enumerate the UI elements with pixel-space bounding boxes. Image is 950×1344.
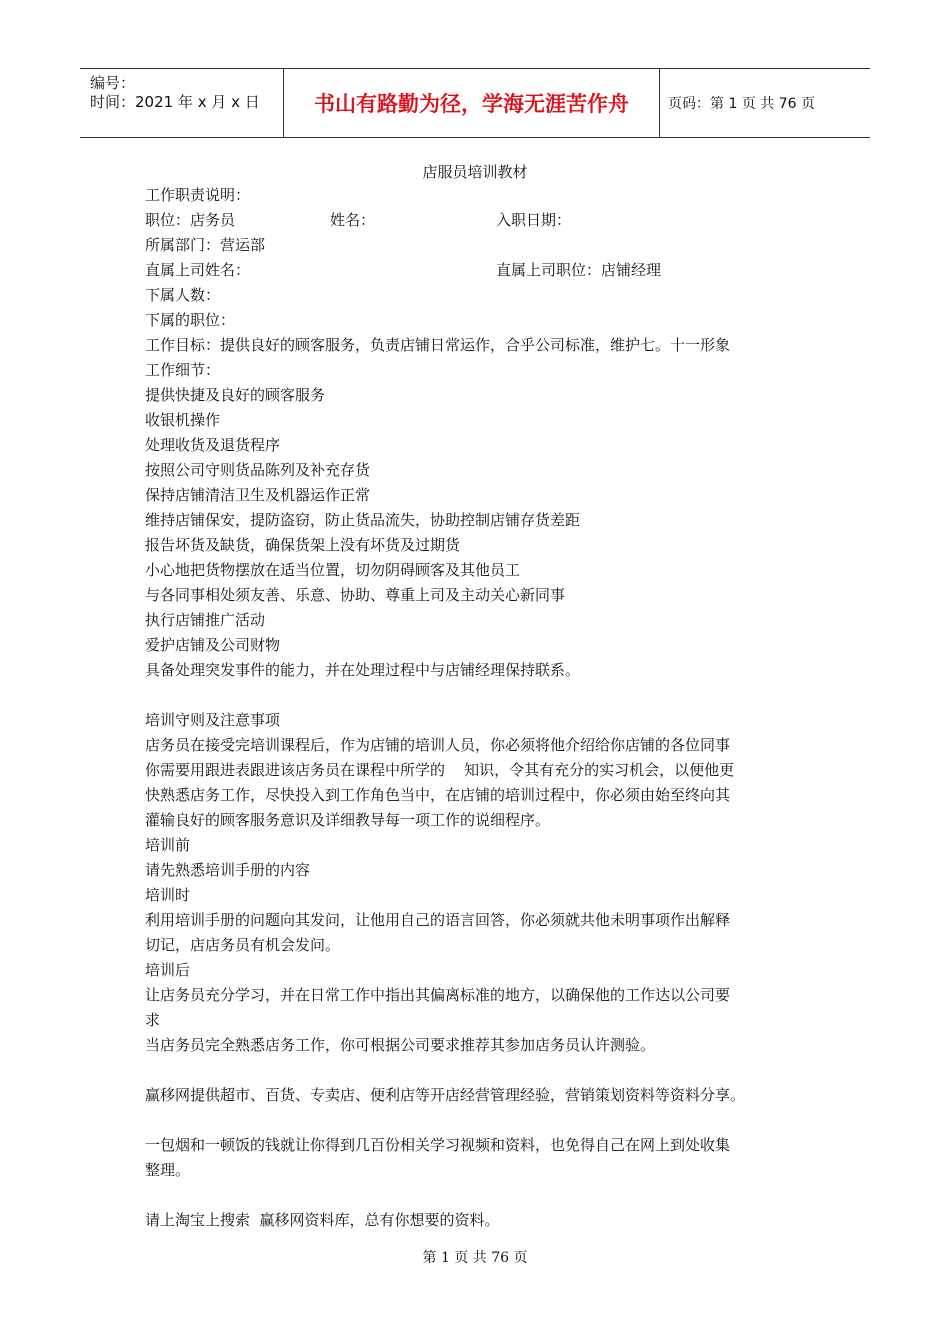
subordinates-position-field: 下属的职位： [145,311,236,329]
header-meta [80,69,284,137]
duty-item: 处理收货及退货程序 [145,436,281,454]
serial-label: 编号： [90,74,136,92]
training-intro-line: 快熟悉店务工作，尽快投入到工作角色当中，在店铺的培训过程中，你必须由始至终向其 [145,786,731,804]
during-line: 利用培训手册的问题向其发问，让他用自己的语言回答，你必须就共他未明事项作出解释 [145,911,731,929]
duty-item: 收银机操作 [145,411,221,429]
duty-item: 维持店铺保安，提防盗窃，防止货品流失，协助控制店铺存货差距 [145,511,581,529]
position-field: 职位：店务员 [145,211,236,229]
date-label: 时间：2021 年 x 月 x 日 [90,93,260,111]
duty-item: 与各同事相处须友善、乐意、协助、尊重上司及主动关心新同事 [145,586,566,604]
promo-line: 一包烟和一顿饭的钱就让你得到几百份相关学习视频和资料，也免得自己在网上到处收集 [145,1136,731,1154]
duty-item: 具备处理突发事件的能力，并在处理过程中与店铺经理保持联系。 [145,661,581,679]
document-title: 店服员培训教材 [422,163,528,181]
before-heading: 培训前 [145,836,191,854]
duty-item: 执行店铺推广活动 [145,611,266,629]
duty-item: 爱护店铺及公司财物 [145,636,281,654]
before-text: 请先熟悉培训手册的内容 [145,861,311,879]
duty-item: 保持店铺清洁卫生及机器运作正常 [145,486,371,504]
supervisor-position-field: 直属上司职位：店铺经理 [496,261,662,279]
during-heading: 培训时 [145,886,191,904]
during-line: 切记，店店务员有机会发问。 [145,936,341,954]
promo-line: 整理。 [145,1161,191,1179]
training-intro-line: 你需要用跟进表跟进该店务员在课程中所学的 知识，令其有充分的实习机会，以便他更 [145,761,735,779]
page-header [80,68,870,138]
supervisor-name-field: 直属上司姓名： [145,261,251,279]
duty-item: 提供快捷及良好的顾客服务 [145,386,326,404]
training-intro-line: 灌输良好的顾客服务意识及详细教导每一项工作的说细程序。 [145,811,551,829]
duty-item: 按照公司守则货品陈列及补充存货 [145,461,371,479]
job-info-row-1 [145,208,815,233]
after-heading: 培训后 [145,961,191,979]
details-heading: 工作细节： [145,361,221,379]
subordinates-count-field: 下属人数： [145,286,221,304]
training-intro-line: 店务员在接受完培训课程后，作为店铺的培训人员，你必须将他介绍给你店铺的各位同事 [145,736,731,754]
after-line: 让店务员充分学习，并在日常工作中指出其偏离标准的地方，以确保他的工作达以公司要 [145,986,731,1004]
after-line: 当店务员完全熟悉店务工作，你可根据公司要求推荐其参加店务员认许测验。 [145,1036,656,1054]
name-field: 姓名： [330,211,376,229]
header-page-info: 页码：第 1 页 共 76 页 [668,96,815,112]
page-footer: 第 1 页 共 76 页 [422,1250,528,1266]
job-goal: 工作目标：提供良好的顾客服务，负责店铺日常运作，合乎公司标准，维护七。十一形象 [145,336,731,354]
hire-date-field: 入职日期： [496,211,572,229]
header-motto: 书山有路勤为径，学海无涯苦作舟 [284,69,660,137]
duty-item: 报告坏货及缺货，确保货架上没有坏货及过期货 [145,536,461,554]
job-heading: 工作职责说明： [145,186,251,204]
job-info-row-2 [145,258,815,283]
promo-line: 赢移网提供超市、百货、专卖店、便利店等开店经营管理经验，营销策划资料等资料分享。 [145,1086,746,1104]
after-line: 求 [145,1011,161,1029]
duty-item: 小心地把货物摆放在适当位置，切勿阴碍顾客及其他员工 [145,561,521,579]
promo-line: 请上淘宝上搜索 赢移网资料库，总有你想要的资料。 [145,1211,500,1229]
training-heading: 培训守则及注意事项 [145,711,281,729]
document-body [145,183,815,1233]
department-field: 所属部门：营运部 [145,236,266,254]
